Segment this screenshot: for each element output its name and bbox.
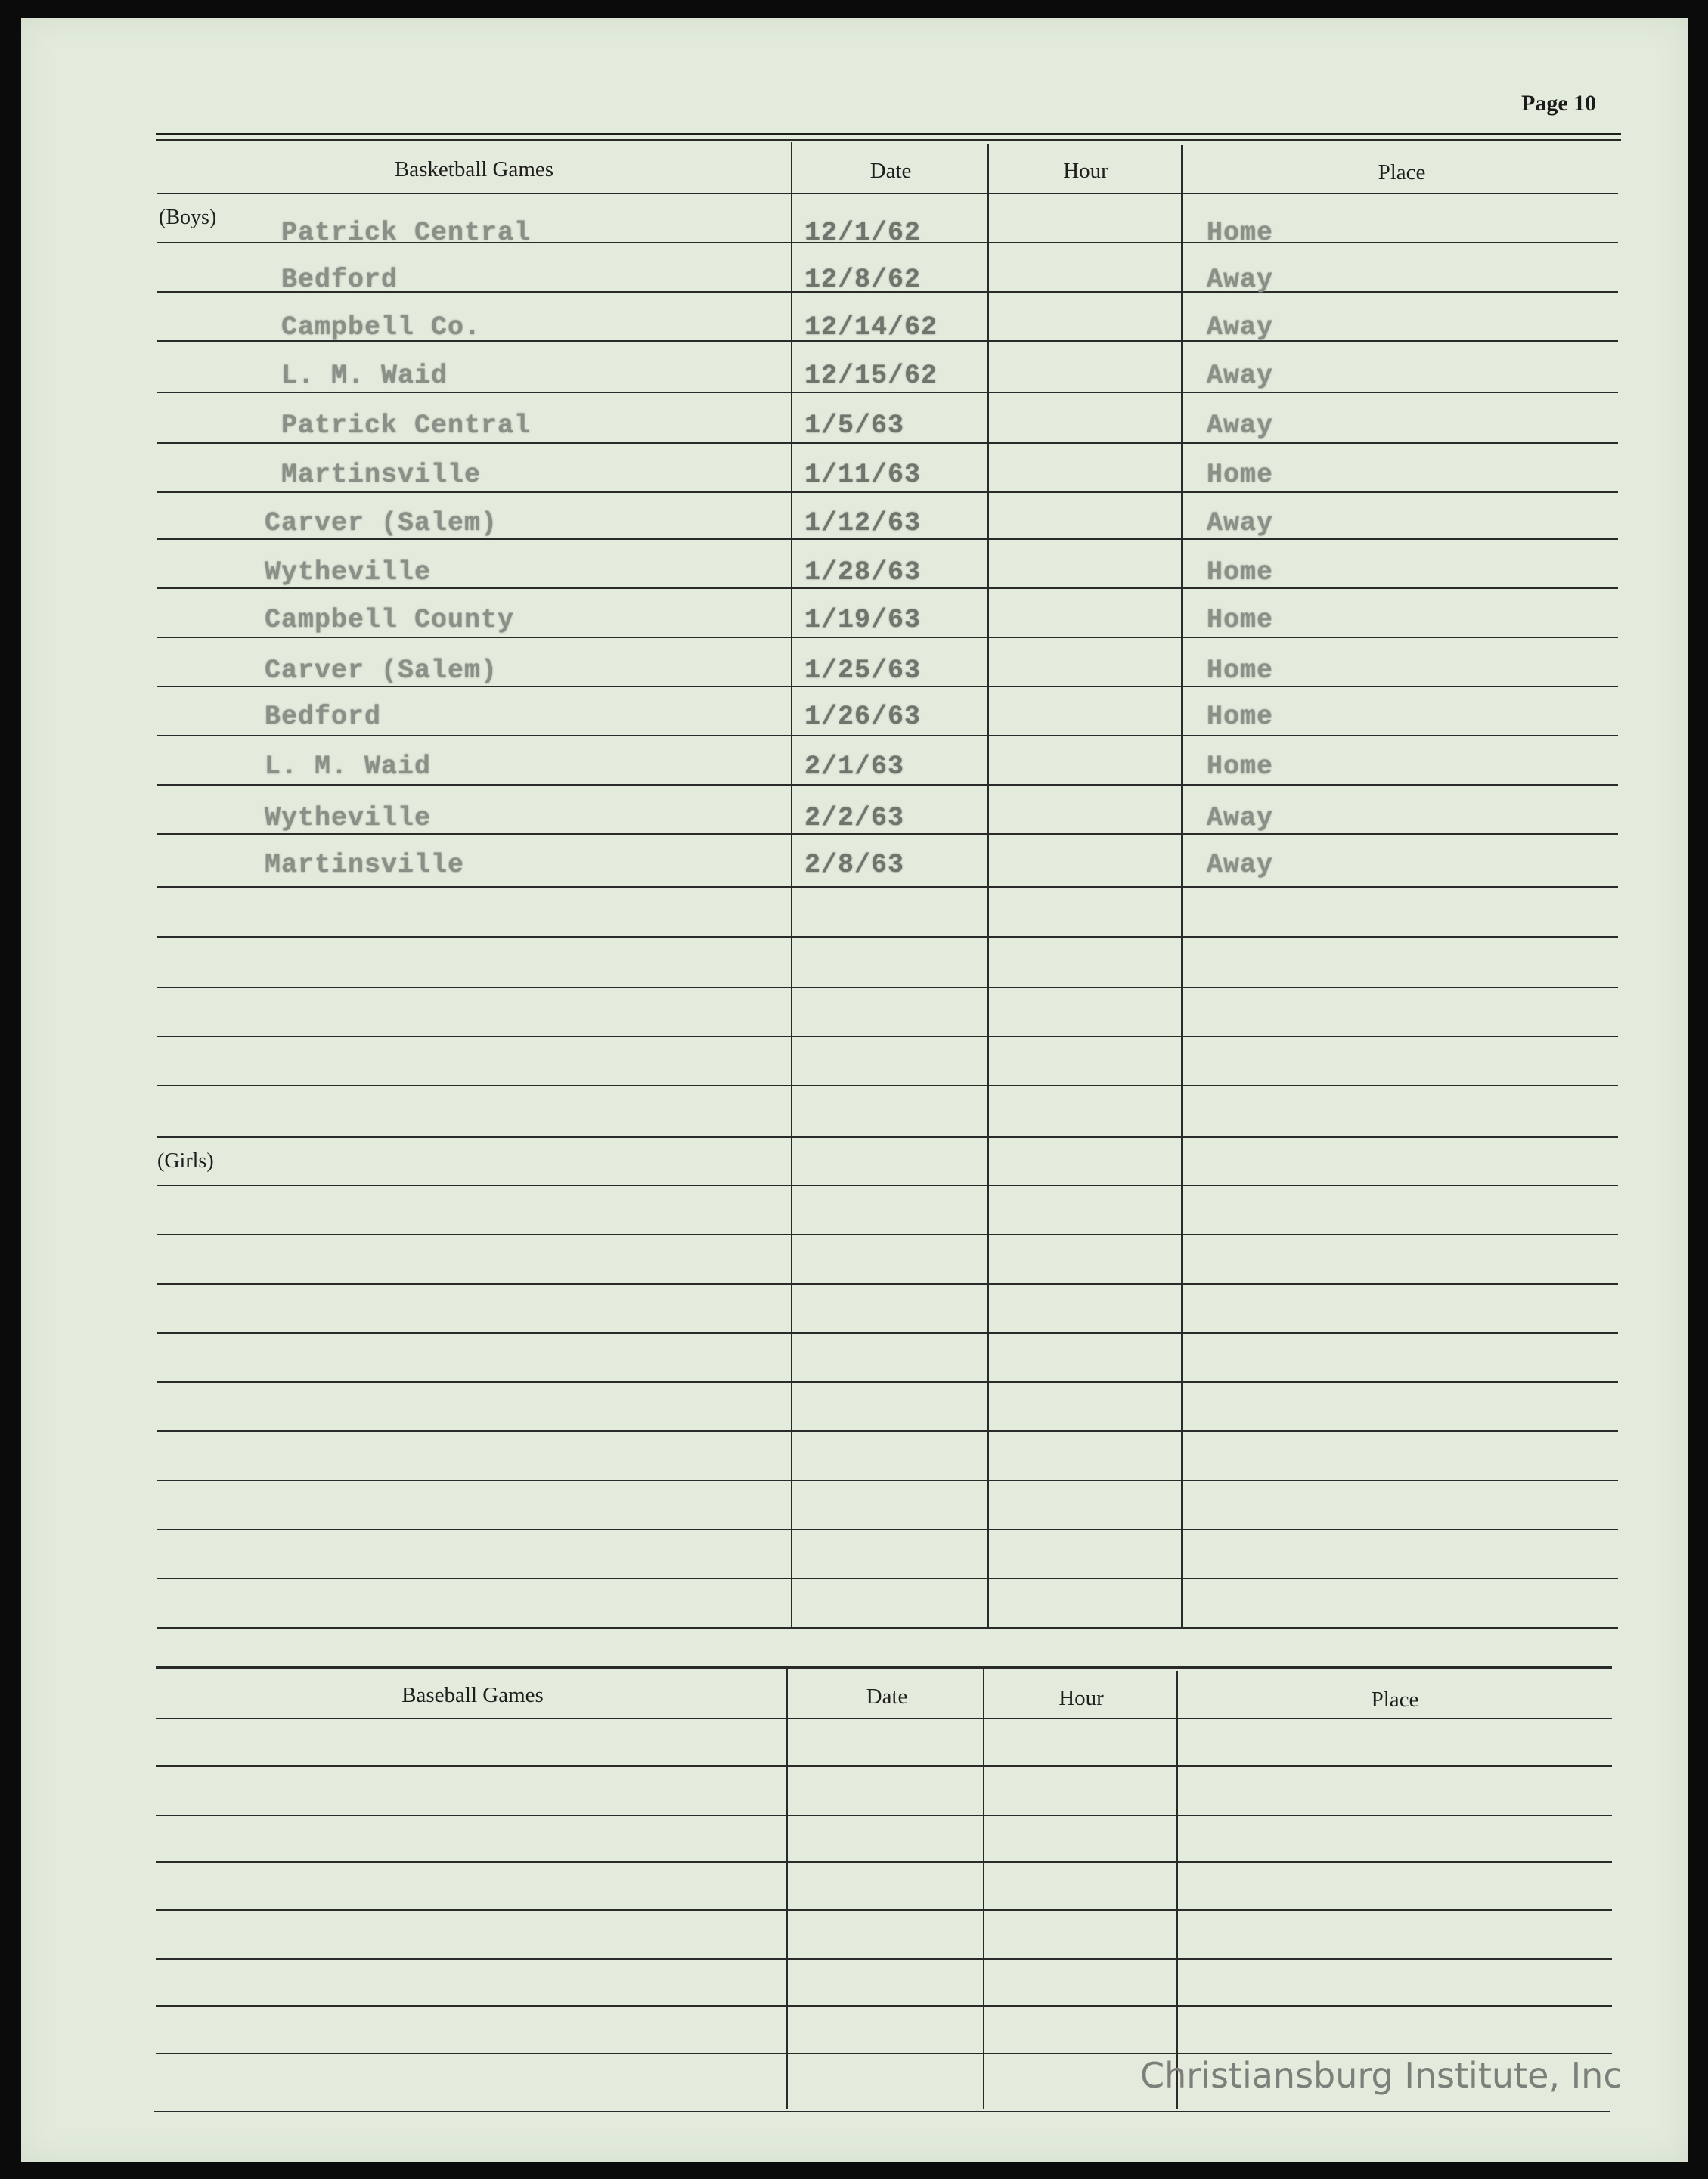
game-opponent: Martinsville (281, 460, 482, 490)
game-opponent: Patrick Central (281, 218, 532, 248)
game-date: 12/1/62 (804, 218, 922, 248)
ruled-line (157, 1332, 1618, 1334)
baseball-top-rule (156, 1666, 1612, 1669)
game-opponent: Carver (Salem) (265, 508, 498, 538)
ruled-line (157, 442, 1618, 444)
ruled-line (156, 1958, 1612, 1960)
game-place: Home (1207, 752, 1274, 782)
game-opponent: L. M. Waid (265, 752, 432, 782)
ruled-line (156, 1909, 1612, 1911)
ruled-line (157, 538, 1618, 540)
ruled-line (157, 735, 1618, 736)
game-place: Home (1207, 656, 1274, 686)
game-place: Home (1207, 218, 1274, 248)
ruled-line (157, 1627, 1618, 1629)
game-place: Home (1207, 702, 1274, 732)
ruled-line (156, 1718, 1612, 1719)
game-date: 1/11/63 (804, 460, 922, 490)
header-hour: Hour (1063, 159, 1108, 183)
ruled-line (157, 1529, 1618, 1530)
ruled-line (157, 686, 1618, 687)
ruled-line (157, 1430, 1618, 1432)
game-place: Away (1207, 803, 1274, 833)
boys-label: (Boys) (159, 206, 217, 229)
game-date: 1/19/63 (804, 605, 922, 635)
game-opponent: Campbell Co. (281, 312, 482, 343)
game-date: 12/14/62 (804, 312, 938, 343)
game-opponent: L. M. Waid (281, 361, 448, 391)
ruled-line (156, 1861, 1612, 1863)
ruled-line (157, 587, 1618, 589)
header-baseball-games: Baseball Games (401, 1683, 544, 1707)
baseball-bottom-rule (154, 2111, 1610, 2112)
ruled-line (156, 1765, 1612, 1767)
game-opponent: Bedford (265, 702, 382, 732)
column-divider-date (791, 142, 792, 1629)
ruled-line (157, 1578, 1618, 1579)
header-place: Place (1371, 1688, 1419, 1712)
game-place: Away (1207, 265, 1274, 295)
column-divider-date (786, 1668, 788, 2109)
game-opponent: Bedford (281, 265, 398, 295)
ruled-line (157, 637, 1618, 638)
ruled-line (157, 1036, 1618, 1037)
game-place: Away (1207, 312, 1274, 343)
game-date: 1/28/63 (804, 557, 922, 587)
ruled-line (156, 1815, 1612, 1816)
top-double-rule (156, 133, 1621, 135)
header-date: Date (866, 1685, 908, 1709)
game-date: 1/25/63 (804, 656, 922, 686)
ruled-line (157, 936, 1618, 938)
top-double-rule-lower (156, 139, 1621, 141)
column-divider-hour (983, 1669, 984, 2109)
game-opponent: Patrick Central (281, 411, 532, 441)
header-place: Place (1378, 160, 1426, 184)
game-opponent: Wytheville (265, 803, 432, 833)
ruled-line (157, 1381, 1618, 1383)
column-divider-place (1176, 1671, 1178, 2109)
ruled-line (157, 1185, 1618, 1186)
game-place: Home (1207, 460, 1274, 490)
game-place: Home (1207, 605, 1274, 635)
game-place: Away (1207, 411, 1274, 441)
ruled-line (157, 784, 1618, 786)
ruled-line (157, 193, 1618, 194)
column-divider-hour (987, 144, 989, 1629)
ruled-line (157, 1085, 1618, 1086)
header-hour: Hour (1059, 1686, 1104, 1710)
game-opponent: Martinsville (265, 850, 465, 880)
header-date: Date (869, 159, 912, 183)
ruled-line (157, 1480, 1618, 1481)
ruled-line (157, 491, 1618, 493)
game-place: Away (1207, 850, 1274, 880)
game-place: Away (1207, 361, 1274, 391)
game-date: 1/5/63 (804, 411, 905, 441)
game-date: 1/26/63 (804, 702, 922, 732)
column-divider-place (1181, 145, 1183, 1629)
ruled-line (157, 833, 1618, 835)
game-date: 2/8/63 (804, 850, 905, 880)
game-opponent: Campbell County (265, 605, 515, 635)
watermark: Christiansburg Institute, Inc (1140, 2055, 1623, 2096)
game-opponent: Carver (Salem) (265, 656, 498, 686)
ruled-line (157, 987, 1618, 988)
ruled-line (157, 886, 1618, 888)
ruled-line (156, 2005, 1612, 2007)
page-number: Page 10 (1521, 91, 1597, 116)
game-date: 2/2/63 (804, 803, 905, 833)
ruled-line (157, 392, 1618, 393)
girls-label: (Girls) (157, 1149, 214, 1173)
ruled-line (156, 2053, 1612, 2054)
ruled-line (157, 1234, 1618, 1235)
game-date: 12/8/62 (804, 265, 922, 295)
game-date: 12/15/62 (804, 361, 938, 391)
header-basketball-games: Basketball Games (394, 157, 554, 181)
game-opponent: Wytheville (265, 557, 432, 587)
ruled-line (157, 1136, 1618, 1138)
game-place: Home (1207, 557, 1274, 587)
game-date: 1/12/63 (804, 508, 922, 538)
game-place: Away (1207, 508, 1274, 538)
ruled-line (157, 1283, 1618, 1285)
game-date: 2/1/63 (804, 752, 905, 782)
